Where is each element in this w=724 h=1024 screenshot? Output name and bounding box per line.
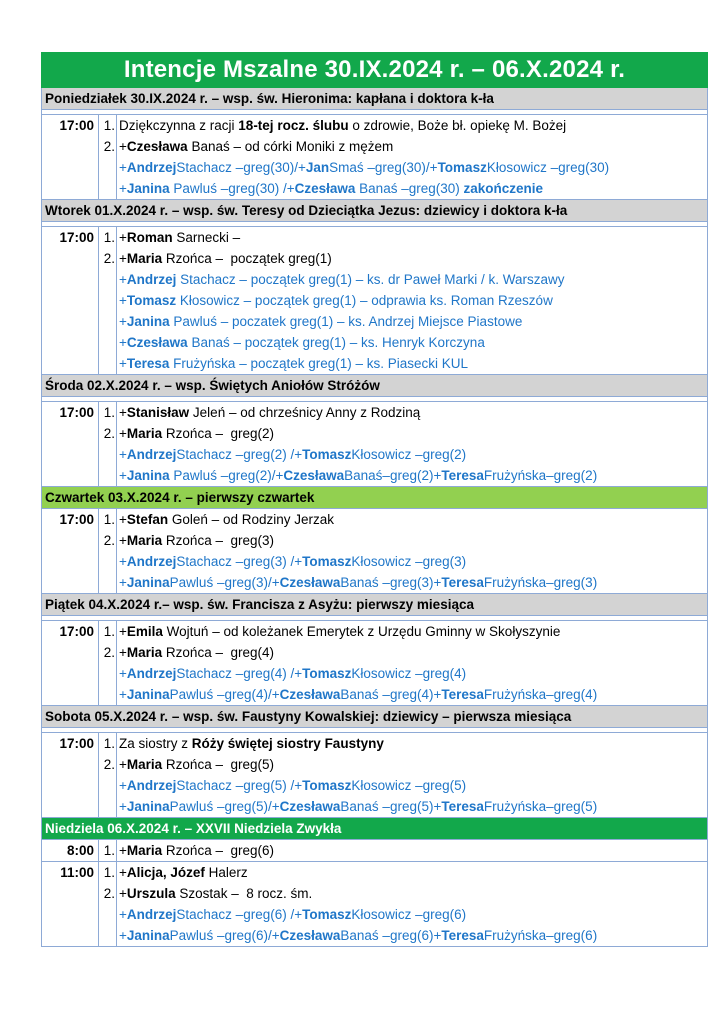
intention-text bbox=[119, 227, 240, 248]
mass-time: 8:00 bbox=[66, 843, 94, 858]
mass-time: 11:00 bbox=[60, 865, 94, 880]
mass-time-cell bbox=[42, 733, 99, 817]
intention-text-segment: Andrzej bbox=[126, 554, 177, 569]
intention-text-segment: + bbox=[119, 843, 127, 858]
intention-text-segment: zakończenie bbox=[463, 181, 544, 196]
intention-text bbox=[119, 311, 522, 332]
mass-time-cell bbox=[42, 115, 99, 199]
intention-text-segment: Pawluś –greg(5)/+ bbox=[169, 799, 280, 814]
intention-text-segment: Stachacz –greg(2) /+ bbox=[176, 447, 303, 462]
intention-text bbox=[119, 157, 609, 178]
intention-text-segment: Pawluś –greg(3)/+ bbox=[169, 575, 280, 590]
intention-number bbox=[99, 178, 117, 199]
intention-text-segment: Frużyńska–greg(4) bbox=[483, 687, 598, 702]
intention-text-segment: + bbox=[119, 666, 127, 681]
intention-text-segment: Teresa bbox=[441, 575, 484, 590]
intention-text-segment: Maria bbox=[126, 843, 163, 858]
mass-time: 17:00 bbox=[59, 624, 94, 639]
intention-text-segment: Czesława bbox=[126, 139, 188, 154]
mass-row bbox=[42, 509, 707, 593]
intention-text-segment: Goleń – od Rodziny Jerzak bbox=[168, 512, 334, 527]
intention-number: 1. bbox=[99, 227, 117, 248]
intention-text-segment: Czesława bbox=[283, 468, 345, 483]
intention-line bbox=[99, 423, 707, 444]
intention-text-segment: + bbox=[119, 907, 127, 922]
day-header: Sobota 05.X.2024 r. – wsp. św. Faustyny Kowalskiej: dziewicy – pierwsza miesiąca bbox=[42, 706, 707, 728]
intention-text-segment: + bbox=[119, 251, 127, 266]
intention-line bbox=[99, 684, 707, 705]
intention-line bbox=[99, 402, 707, 423]
intention-text-segment: + bbox=[119, 645, 127, 660]
intention-line bbox=[99, 840, 707, 861]
intention-text-segment: Kłosowicz –greg(4) bbox=[351, 666, 467, 681]
intention-text-segment: Janina bbox=[126, 575, 170, 590]
intention-number bbox=[99, 465, 117, 486]
intention-number: 1. bbox=[99, 115, 117, 136]
intention-text-segment: Tomasz bbox=[302, 447, 352, 462]
intention-text-segment: Banaś – od córki Moniki z mężem bbox=[187, 139, 394, 154]
intention-list bbox=[99, 115, 707, 199]
intention-line bbox=[99, 796, 707, 817]
mass-time-cell bbox=[42, 509, 99, 593]
intention-text-segment: + bbox=[119, 293, 127, 308]
intention-text bbox=[119, 754, 274, 775]
intention-text-segment: Alicja, Józef bbox=[126, 865, 205, 880]
intention-text bbox=[119, 115, 566, 136]
intention-line bbox=[99, 332, 707, 353]
intention-text-segment: Tomasz bbox=[302, 907, 352, 922]
intention-number: 2. bbox=[99, 423, 117, 444]
intention-text-segment: Banaś –greg(3)+ bbox=[340, 575, 442, 590]
intention-line bbox=[99, 883, 707, 904]
intention-text-segment: Banaś – początek greg(1) – ks. Henryk Korczyna bbox=[187, 335, 485, 350]
intention-text-segment: Kłosowicz –greg(6) bbox=[351, 907, 467, 922]
intention-text-segment: Teresa bbox=[441, 799, 484, 814]
intention-number bbox=[99, 684, 117, 705]
intention-line bbox=[99, 353, 707, 374]
intention-text-segment: Frużyńska–greg(6) bbox=[483, 928, 598, 943]
intention-line bbox=[99, 311, 707, 332]
intention-text-segment: Banaś –greg(5)+ bbox=[340, 799, 442, 814]
intention-text bbox=[119, 551, 466, 572]
page-title: Intencje Mszalne 30.IX.2024 r. – 06.X.2024 r. bbox=[41, 52, 708, 88]
intention-line bbox=[99, 157, 707, 178]
intention-text-segment: Sarnecki – bbox=[172, 230, 241, 245]
intention-line bbox=[99, 621, 707, 642]
intention-text-segment: Tomasz bbox=[302, 554, 352, 569]
intention-text-segment: + bbox=[119, 886, 127, 901]
day-header: Środa 02.X.2024 r. – wsp. Świętych Aniołów Stróżów bbox=[42, 375, 707, 397]
mass-row bbox=[42, 115, 707, 199]
intention-text-segment: o zdrowie, Boże bł. opiekę M. Bożej bbox=[348, 118, 567, 133]
intention-text-segment: Banaś –greg(4)+ bbox=[340, 687, 442, 702]
intention-text-segment: Frużyńska – początek greg(1) – ks. Piasecki KUL bbox=[169, 356, 469, 371]
intention-text-segment: Kłosowicz –greg(5) bbox=[351, 778, 467, 793]
intention-line bbox=[99, 733, 707, 754]
intention-number: 1. bbox=[99, 621, 117, 642]
intention-text bbox=[119, 178, 543, 199]
intention-text-segment: Rzońca – greg(6) bbox=[162, 843, 274, 858]
intention-text bbox=[119, 269, 565, 290]
intention-text-segment: Rzońca – początek greg(1) bbox=[162, 251, 332, 266]
intention-line bbox=[99, 269, 707, 290]
day-header: Wtorek 01.X.2024 r. – wsp. św. Teresy od Dzieciątka Jezus: dziewicy i doktora k-ła bbox=[42, 200, 707, 222]
day-header: Czwartek 03.X.2024 r. – pierwszy czwartek bbox=[42, 487, 707, 509]
intention-line bbox=[99, 572, 707, 593]
day-header: Piątek 04.X.2024 r.– wsp. św. Francisza z Asyżu: pierwszy miesiąca bbox=[42, 594, 707, 616]
intention-number: 2. bbox=[99, 530, 117, 551]
intention-number bbox=[99, 311, 117, 332]
intention-text-segment: + bbox=[119, 468, 127, 483]
day-header: Poniedziałek 30.IX.2024 r. – wsp. św. Hieronima: kapłana i doktora k-ła bbox=[42, 88, 707, 110]
intention-list bbox=[99, 227, 707, 374]
day-section bbox=[41, 200, 708, 375]
intention-text-segment: Janina bbox=[126, 687, 170, 702]
intention-text bbox=[119, 883, 312, 904]
day-section bbox=[41, 375, 708, 487]
mass-time-cell bbox=[42, 402, 99, 486]
intention-text-segment: Maria bbox=[126, 251, 163, 266]
intention-text-segment: Frużyńska–greg(2) bbox=[483, 468, 598, 483]
intention-line bbox=[99, 551, 707, 572]
intention-text bbox=[119, 684, 597, 705]
intention-text-segment: Teresa bbox=[441, 468, 484, 483]
day-section bbox=[41, 88, 708, 200]
intention-number: 2. bbox=[99, 754, 117, 775]
intention-list bbox=[99, 402, 707, 486]
intention-text-segment: Janina bbox=[126, 181, 170, 196]
intention-number bbox=[99, 353, 117, 374]
mass-row bbox=[42, 227, 707, 374]
intention-text-segment: Maria bbox=[126, 757, 163, 772]
intention-text-segment: + bbox=[119, 928, 127, 943]
day-section bbox=[41, 487, 708, 594]
intention-text-segment: Tomasz bbox=[437, 160, 487, 175]
intention-number bbox=[99, 796, 117, 817]
intention-text-segment: Czesława bbox=[126, 335, 188, 350]
intention-line bbox=[99, 862, 707, 883]
day-header: Niedziela 06.X.2024 r. – XXVII Niedziela Zwykła bbox=[42, 818, 707, 840]
intention-text-segment: Rzońca – greg(2) bbox=[162, 426, 274, 441]
intention-number bbox=[99, 775, 117, 796]
intention-text-segment: Teresa bbox=[126, 356, 170, 371]
intention-text-segment: + bbox=[119, 426, 127, 441]
intention-text bbox=[119, 733, 384, 754]
intention-number: 1. bbox=[99, 733, 117, 754]
intention-text-segment: Róży świętej siostry Faustyny bbox=[191, 736, 384, 751]
intention-text-segment: Kłosowicz – początek greg(1) – odprawia ks. Roman Rzeszów bbox=[176, 293, 553, 308]
intention-text bbox=[119, 621, 560, 642]
intention-line bbox=[99, 754, 707, 775]
intention-text-segment: Pawluś –greg(2)/+ bbox=[169, 468, 284, 483]
intention-text-segment: Stachacz –greg(4) /+ bbox=[176, 666, 303, 681]
intention-list bbox=[99, 840, 707, 861]
intention-text-segment: Janina bbox=[126, 799, 170, 814]
intention-text-segment: Tomasz bbox=[126, 293, 177, 308]
intention-text-segment: Stachacz – początek greg(1) – ks. dr Paweł Marki / k. Warszawy bbox=[176, 272, 565, 287]
intention-text-segment: Andrzej bbox=[126, 272, 177, 287]
intention-text bbox=[119, 572, 597, 593]
intention-line bbox=[99, 530, 707, 551]
intention-text-segment: Frużyńska–greg(5) bbox=[483, 799, 598, 814]
intention-line bbox=[99, 136, 707, 157]
mass-row bbox=[42, 733, 707, 817]
intention-text-segment: Stanisław bbox=[126, 405, 190, 420]
intention-text-segment: Emila bbox=[126, 624, 163, 639]
intention-number: 1. bbox=[99, 402, 117, 423]
intention-text-segment: Dziękczynna z racji bbox=[119, 118, 239, 133]
intention-text-segment: Wojtuń – od koleżanek Emerytek z Urzędu Gminny w Skołyszynie bbox=[162, 624, 561, 639]
intention-text-segment: Pawluś –greg(30) /+ bbox=[169, 181, 295, 196]
mass-row bbox=[42, 840, 707, 861]
intention-text-segment: + bbox=[119, 230, 127, 245]
intention-text-segment: + bbox=[119, 356, 127, 371]
intention-text-segment: Janina bbox=[126, 468, 170, 483]
intention-number bbox=[99, 290, 117, 311]
mass-row bbox=[42, 861, 707, 946]
intention-text-segment: + bbox=[119, 575, 127, 590]
intention-text-segment: Andrzej bbox=[126, 160, 177, 175]
intention-text-segment: Urszula bbox=[126, 886, 176, 901]
mass-row bbox=[42, 402, 707, 486]
intention-text-segment: Banaś –greg(30) bbox=[355, 181, 464, 196]
intention-text-segment: Andrzej bbox=[126, 778, 177, 793]
intention-line bbox=[99, 444, 707, 465]
intention-text-segment: Szostak – 8 rocz. śm. bbox=[175, 886, 313, 901]
intention-number bbox=[99, 269, 117, 290]
intention-text-segment: Rzońca – greg(5) bbox=[162, 757, 274, 772]
intention-text-segment: + bbox=[119, 160, 127, 175]
intention-text-segment: Kłosowicz –greg(30) bbox=[486, 160, 610, 175]
intention-list bbox=[99, 621, 707, 705]
intention-text-segment: Smaś –greg(30)/+ bbox=[329, 160, 438, 175]
intention-text bbox=[119, 444, 466, 465]
intention-text-segment: + bbox=[119, 687, 127, 702]
intention-text-segment: Rzońca – greg(3) bbox=[162, 533, 274, 548]
intention-text-segment: Teresa bbox=[441, 687, 484, 702]
intention-text-segment: Janina bbox=[126, 314, 170, 329]
intention-text-segment: Czesława bbox=[279, 687, 341, 702]
intention-text-segment: Andrzej bbox=[126, 447, 177, 462]
mass-row bbox=[42, 621, 707, 705]
intention-text bbox=[119, 136, 393, 157]
intention-text-segment: Rzońca – greg(4) bbox=[162, 645, 274, 660]
intention-number bbox=[99, 572, 117, 593]
intention-line bbox=[99, 663, 707, 684]
mass-time-cell bbox=[42, 840, 99, 861]
intention-number bbox=[99, 663, 117, 684]
intention-text-segment: Maria bbox=[126, 645, 163, 660]
intention-text-segment: Pawluś – poczatek greg(1) – ks. Andrzej Miejsce Piastowe bbox=[169, 314, 523, 329]
intention-line bbox=[99, 178, 707, 199]
intention-text bbox=[119, 862, 248, 883]
intention-text-segment: Czesława bbox=[279, 799, 341, 814]
intention-text-segment: Kłosowicz –greg(3) bbox=[351, 554, 467, 569]
intention-text bbox=[119, 796, 597, 817]
day-section bbox=[41, 706, 708, 818]
mass-time: 17:00 bbox=[59, 512, 94, 527]
intention-text-segment: + bbox=[119, 554, 127, 569]
mass-time: 17:00 bbox=[59, 405, 94, 420]
intention-number: 1. bbox=[99, 509, 117, 530]
mass-time: 17:00 bbox=[59, 118, 94, 133]
intention-number bbox=[99, 904, 117, 925]
intention-number: 1. bbox=[99, 840, 117, 861]
intention-text-segment: + bbox=[119, 512, 127, 527]
intention-text-segment: Andrzej bbox=[126, 907, 177, 922]
intention-text-segment: Halerz bbox=[204, 865, 248, 880]
intention-line bbox=[99, 509, 707, 530]
mass-time: 17:00 bbox=[59, 736, 94, 751]
intention-text-segment: + bbox=[119, 799, 127, 814]
intention-text bbox=[119, 775, 466, 796]
intention-text bbox=[119, 402, 420, 423]
intention-text bbox=[119, 904, 466, 925]
intention-number bbox=[99, 444, 117, 465]
mass-time-cell bbox=[42, 621, 99, 705]
intention-text-segment: Stachacz –greg(3) /+ bbox=[176, 554, 303, 569]
intention-line bbox=[99, 925, 707, 946]
intention-number: 2. bbox=[99, 136, 117, 157]
intention-text bbox=[119, 248, 332, 269]
intention-text-segment: Stachacz –greg(5) /+ bbox=[176, 778, 303, 793]
day-section bbox=[41, 818, 708, 947]
mass-time: 17:00 bbox=[59, 230, 94, 245]
intention-text-segment: Jan bbox=[305, 160, 330, 175]
intention-text-segment: + bbox=[119, 757, 127, 772]
intention-text bbox=[119, 663, 466, 684]
intention-text-segment: Jeleń – od chrześnicy Anny z Rodziną bbox=[189, 405, 421, 420]
intention-text-segment: Banaś–greg(2)+ bbox=[344, 468, 442, 483]
intention-number bbox=[99, 157, 117, 178]
intention-text-segment: Banaś –greg(6)+ bbox=[340, 928, 442, 943]
intention-number: 2. bbox=[99, 642, 117, 663]
intention-line bbox=[99, 248, 707, 269]
intention-text-segment: + bbox=[119, 314, 127, 329]
intention-list bbox=[99, 509, 707, 593]
intention-text-segment: Czesława bbox=[279, 575, 341, 590]
day-section bbox=[41, 594, 708, 706]
intention-text-segment: + bbox=[119, 624, 127, 639]
intention-text-segment: + bbox=[119, 139, 127, 154]
intention-number: 2. bbox=[99, 248, 117, 269]
days-container bbox=[41, 88, 708, 947]
intention-line bbox=[99, 775, 707, 796]
intention-text-segment: 18-tej rocz. ślubu bbox=[238, 118, 349, 133]
intention-text bbox=[119, 353, 468, 374]
intention-text-segment: + bbox=[119, 533, 127, 548]
intention-text-segment: + bbox=[119, 447, 127, 462]
intention-line bbox=[99, 904, 707, 925]
intention-text-segment: Kłosowicz –greg(2) bbox=[351, 447, 467, 462]
intention-text bbox=[119, 423, 274, 444]
intention-text-segment: + bbox=[119, 865, 127, 880]
intention-text bbox=[119, 332, 485, 353]
intention-text bbox=[119, 530, 274, 551]
intention-text bbox=[119, 840, 274, 861]
intention-number: 1. bbox=[99, 862, 117, 883]
intention-text-segment: + bbox=[119, 272, 127, 287]
intention-number: 2. bbox=[99, 883, 117, 904]
intention-text-segment: Czesława bbox=[294, 181, 356, 196]
intention-number bbox=[99, 925, 117, 946]
intention-text-segment: Frużyńska–greg(3) bbox=[483, 575, 598, 590]
intention-text-segment: + bbox=[119, 335, 127, 350]
intention-text bbox=[119, 509, 334, 530]
intention-text-segment: Maria bbox=[126, 533, 163, 548]
intention-text-segment: Tomasz bbox=[302, 666, 352, 681]
intention-text bbox=[119, 642, 274, 663]
intention-line bbox=[99, 290, 707, 311]
intention-text-segment: Za siostry z bbox=[119, 736, 192, 751]
intention-list bbox=[99, 862, 707, 946]
intention-text-segment: + bbox=[119, 405, 127, 420]
intention-line bbox=[99, 227, 707, 248]
intention-text bbox=[119, 290, 553, 311]
intention-text-segment: Tomasz bbox=[302, 778, 352, 793]
intention-text bbox=[119, 925, 597, 946]
intention-text-segment: Stachacz –greg(6) /+ bbox=[176, 907, 303, 922]
intention-text-segment: Stachacz –greg(30)/+ bbox=[176, 160, 306, 175]
intention-text bbox=[119, 465, 597, 486]
intention-text-segment: Pawluś –greg(6)/+ bbox=[169, 928, 280, 943]
intention-text-segment: + bbox=[119, 181, 127, 196]
intention-number bbox=[99, 551, 117, 572]
intention-line bbox=[99, 465, 707, 486]
intention-number bbox=[99, 332, 117, 353]
intention-text-segment: Czesława bbox=[279, 928, 341, 943]
intention-text-segment: Pawluś –greg(4)/+ bbox=[169, 687, 280, 702]
intention-line bbox=[99, 115, 707, 136]
intention-text-segment: + bbox=[119, 778, 127, 793]
intention-line bbox=[99, 642, 707, 663]
intention-list bbox=[99, 733, 707, 817]
intention-text-segment: Stefan bbox=[126, 512, 169, 527]
mass-time-cell bbox=[42, 862, 99, 946]
intention-text-segment: Maria bbox=[126, 426, 163, 441]
intentions-sheet bbox=[41, 52, 708, 947]
intention-text-segment: Janina bbox=[126, 928, 170, 943]
intention-text-segment: Teresa bbox=[441, 928, 484, 943]
intention-text-segment: Andrzej bbox=[126, 666, 177, 681]
mass-time-cell bbox=[42, 227, 99, 374]
intention-text-segment: Roman bbox=[126, 230, 173, 245]
